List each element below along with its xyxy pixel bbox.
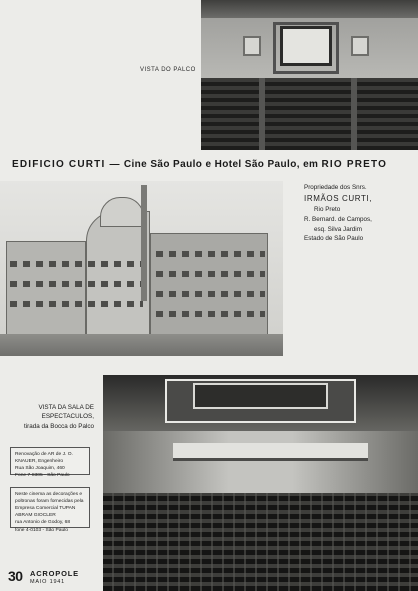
stage-view-photo bbox=[201, 0, 418, 150]
balcony bbox=[173, 443, 368, 461]
building-drawing bbox=[0, 181, 283, 356]
building-tower bbox=[141, 185, 147, 301]
decor-credit-line-3: Empresa Comercial TUPAN bbox=[15, 506, 76, 512]
hall-caption bbox=[14, 403, 94, 431]
hall-caption-line-1: VISTA DA SALA DE bbox=[38, 404, 94, 411]
title-city: RIO PRETO bbox=[321, 159, 388, 170]
stage-caption: VISTA DO PALCO bbox=[140, 67, 196, 73]
page-number: 30 bbox=[8, 568, 23, 584]
auditorium-photo bbox=[103, 375, 418, 591]
air-credit-line-3: Rua São Joaquim, 460 bbox=[15, 466, 65, 472]
article-title bbox=[12, 159, 412, 170]
air-credit-line-4: Fone 7-8305 - São Paulo bbox=[15, 473, 70, 479]
owner-city: Rio Preto bbox=[314, 206, 341, 214]
decor-credit bbox=[10, 487, 90, 533]
title-building: EDIFICIO CURTI bbox=[12, 159, 106, 170]
title-subtitle: Cine São Paulo e Hotel São Paulo, em bbox=[123, 159, 319, 170]
magazine-name: ACROPOLE bbox=[30, 569, 79, 578]
owner-line-1: Propriedade dos Snrs. bbox=[304, 184, 367, 191]
air-renewal-credit bbox=[10, 447, 90, 479]
owner-info bbox=[304, 183, 416, 244]
hall-caption-line-2: ESPECTACULOS, bbox=[41, 413, 94, 421]
owner-street: R. Bernard. de Campos, bbox=[304, 215, 372, 223]
owner-name: IRMÃOS CURTI, bbox=[304, 193, 373, 203]
decor-credit-line-4: ABRAM GIOCLER bbox=[15, 513, 56, 519]
title-separator: — bbox=[109, 159, 120, 170]
decor-credit-line-2: poltronas foram fornecidas pela bbox=[15, 499, 84, 505]
air-credit-line-2: KNAUER, Engenheiro bbox=[15, 459, 64, 465]
owner-state: Estado de São Paulo bbox=[304, 235, 364, 243]
decor-credit-line-6: fone 4-0103 - São Paulo bbox=[15, 527, 69, 533]
cinema-screen bbox=[280, 26, 332, 66]
decor-credit-line-1: Neste cinema as decorações e bbox=[15, 492, 83, 497]
decor-credit-line-5: rua Antonio de Godoy, 68 bbox=[15, 520, 71, 526]
street bbox=[0, 334, 283, 356]
air-credit-line-1: Renovação de AR de J. O. bbox=[15, 452, 73, 457]
seat-rows bbox=[201, 78, 418, 150]
issue-date: MAIO 1941 bbox=[30, 579, 66, 585]
owner-corner: esq. Silva Jardim bbox=[314, 225, 362, 233]
hall-caption-line-3: tirada da Bocca do Palco bbox=[23, 422, 94, 430]
